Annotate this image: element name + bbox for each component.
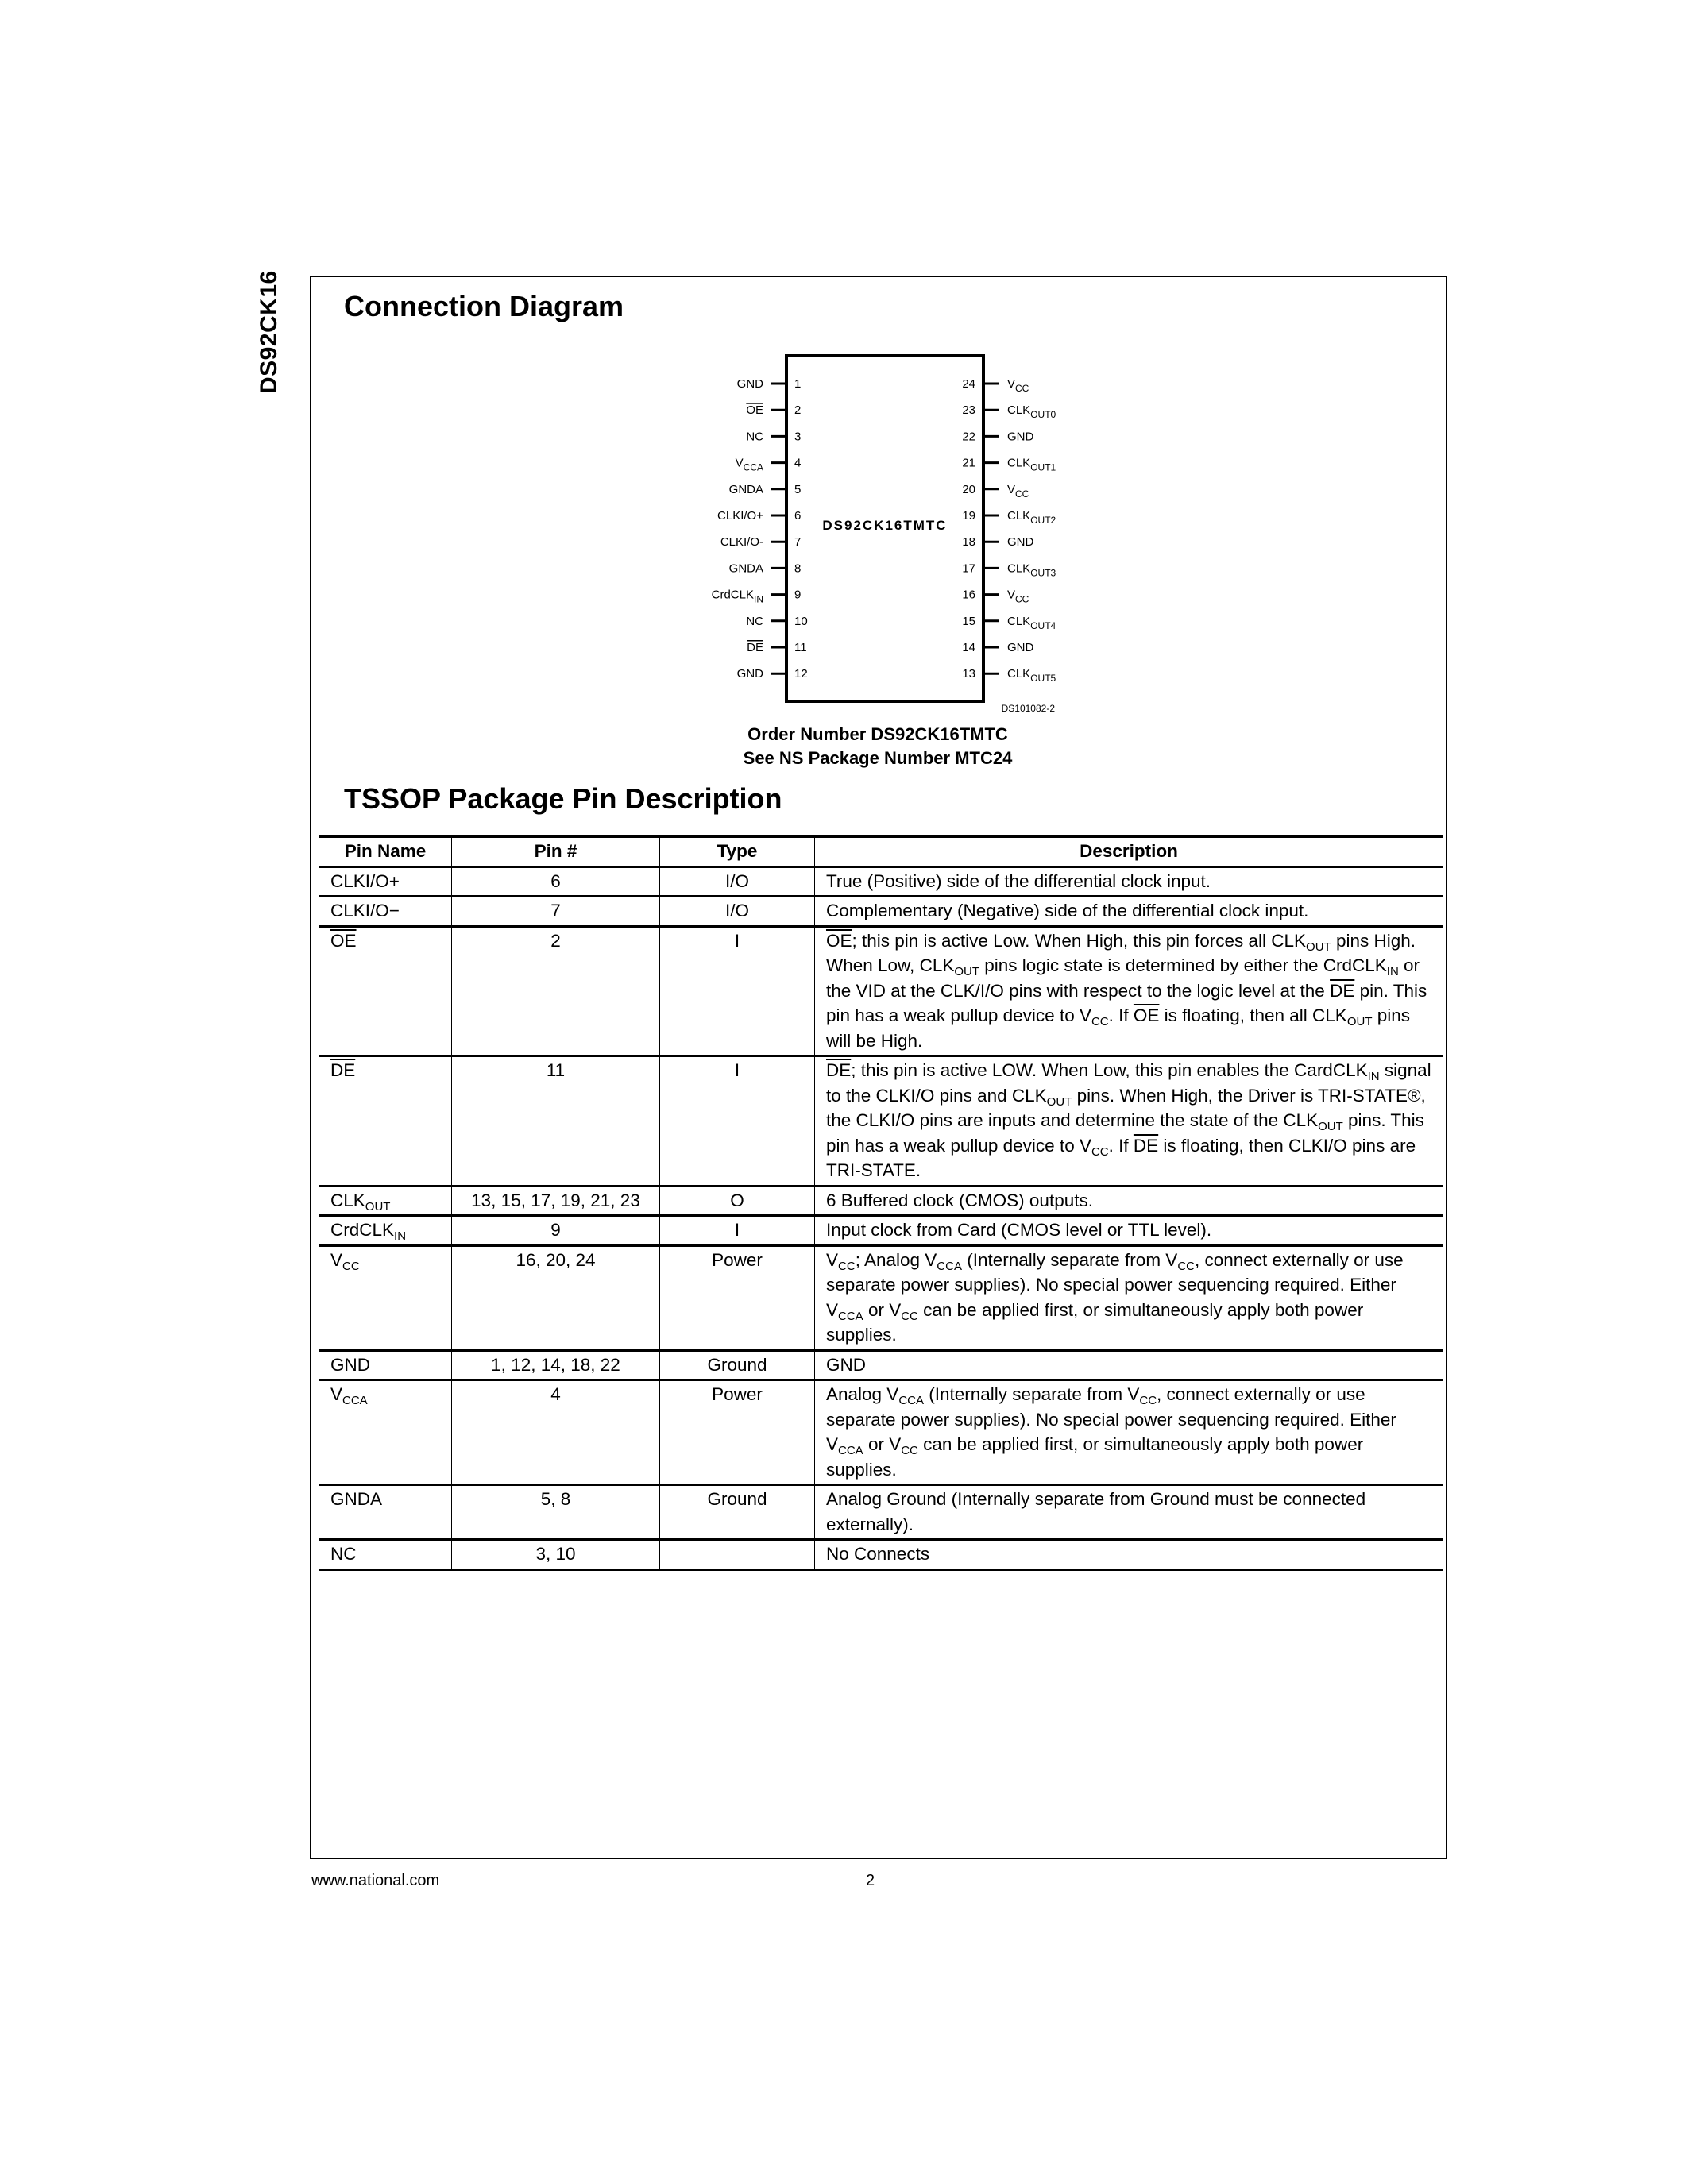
- pin-description-table: [319, 835, 1443, 1571]
- pin-number: 7: [452, 897, 660, 927]
- pin-type: O: [660, 1186, 815, 1216]
- pin-label: CLKI/O+: [717, 509, 763, 523]
- pin-type: I/O: [660, 866, 815, 897]
- pin-number: 9: [452, 1216, 660, 1246]
- pin-desc: Analog $V_{CCA}$ (Internally separate from $V_{CC}$, connect externally or use separate power supplies). No special power sequencing required. Either $V_{CCA}$ or $V_{CC}$ can be applied first, or simultaneously apply both power supplies.: [815, 1380, 1443, 1485]
- order-info: [620, 723, 1136, 770]
- pin-number-label: 17: [962, 561, 975, 576]
- pin-number: 4: [452, 1380, 660, 1485]
- pin-label: $V_{CC}$: [1007, 482, 1029, 500]
- pin-number-label: 6: [794, 509, 802, 523]
- pin-number: 11: [452, 1056, 660, 1187]
- pin-label: GNDA: [728, 561, 763, 576]
- pin-number-label: 19: [962, 509, 975, 523]
- table-row: [319, 926, 1443, 1056]
- pin-number-label: 22: [962, 430, 975, 444]
- pin-number-label: 3: [794, 430, 802, 444]
- pin-number-label: 12: [794, 667, 808, 681]
- pin-name: $CLK_{OUT}$: [319, 1186, 452, 1216]
- pin-label: $V_{CC}$: [1007, 377, 1029, 394]
- pin-number-label: 1: [794, 377, 802, 391]
- pin-label: $V_{CCA}$: [735, 456, 763, 473]
- pin-label: $CLK_{OUT5}$: [1007, 667, 1056, 685]
- pin-number: 1, 12, 14, 18, 22: [452, 1350, 660, 1380]
- pin-type: I: [660, 1056, 815, 1187]
- pin-type: I: [660, 926, 815, 1056]
- pin-type: Ground: [660, 1350, 815, 1380]
- pin-number-label: 23: [962, 403, 975, 418]
- table-row: [319, 1056, 1443, 1187]
- page-number: 2: [866, 1872, 875, 1889]
- pin-number-label: 11: [794, 641, 807, 654]
- pin-name: NC: [319, 1540, 452, 1570]
- table-row: [319, 1485, 1443, 1540]
- pin-number-label: 15: [962, 614, 975, 628]
- col-header-type: Type: [660, 837, 815, 867]
- pin-label: NC: [746, 430, 763, 444]
- pin-name: $\overline{DE}$: [319, 1056, 452, 1187]
- ic-part-label: DS92CK16TMTC: [822, 518, 948, 533]
- pin-name: GND: [319, 1350, 452, 1380]
- pin-name: GNDA: [319, 1485, 452, 1540]
- pin-label: GND: [736, 667, 763, 681]
- package-number: See NS Package Number MTC24: [743, 748, 1013, 768]
- pin-desc: 6 Buffered clock (CMOS) outputs.: [815, 1186, 1443, 1216]
- pin-label: $V_{CC}$: [1007, 588, 1029, 605]
- pin-label: GND: [1007, 430, 1034, 444]
- pin-name: $V_{CC}$: [319, 1245, 452, 1350]
- pin-label: NC: [746, 614, 763, 628]
- pin-number-label: 9: [794, 588, 802, 602]
- col-header-pin-number: Pin #: [452, 837, 660, 867]
- table-header-row: [319, 837, 1443, 867]
- col-header-pin-name: Pin Name: [319, 837, 452, 867]
- pin-desc: $\overline{OE}$; this pin is active Low. When High, this pin forces all $CLK_{OUT}$ pins High. When Low, $CLK_{OUT}$ pins logic state is determined by either the CrdCLK$_{IN}$ or the VID at the CLK/I/O pins with respect to the logic level at the $\overline{DE}$ pin. This pin has a weak pullup device to $V_{CC}$. If $\overline{OE}$ is floating, then all $CLK_{OUT}$ pins will be High.: [815, 926, 1443, 1056]
- pin-name: CLKI/O+: [319, 866, 452, 897]
- pin-number-label: 13: [962, 667, 975, 681]
- pin-number: 13, 15, 17, 19, 21, 23: [452, 1186, 660, 1216]
- pin-number: 5, 8: [452, 1485, 660, 1540]
- pin-number-label: 2: [794, 403, 802, 418]
- pin-number-label: 8: [794, 561, 802, 576]
- pin-number-label: 4: [794, 456, 802, 470]
- pin-number-label: 14: [962, 641, 975, 654]
- pin-label: $CLK_{OUT4}$: [1007, 614, 1056, 631]
- pin-number-label: 16: [962, 588, 975, 602]
- pin-label: GND: [736, 377, 763, 391]
- pin-type: I/O: [660, 897, 815, 927]
- pin-label: OE: [746, 403, 763, 418]
- connection-diagram-heading: Connection Diagram: [344, 290, 624, 322]
- pin-type: [660, 1540, 815, 1570]
- pin-label: GND: [1007, 641, 1034, 654]
- pin-name: $V_{CCA}$: [319, 1380, 452, 1485]
- pin-type: I: [660, 1216, 815, 1246]
- pin-label: $CLK_{OUT2}$: [1007, 509, 1056, 526]
- footer-url[interactable]: www.national.com: [311, 1872, 440, 1889]
- pin-number-label: 5: [794, 482, 802, 496]
- table-row: [319, 866, 1443, 897]
- pin-label: CrdCLK$_{IN}$: [711, 588, 763, 605]
- pin-desc: No Connects: [815, 1540, 1443, 1570]
- pin-label: $CLK_{OUT3}$: [1007, 561, 1056, 579]
- pin-number: 16, 20, 24: [452, 1245, 660, 1350]
- pin-number-label: 21: [962, 456, 975, 470]
- pin-number-label: 20: [962, 482, 975, 496]
- order-number: Order Number DS92CK16TMTC: [747, 724, 1008, 744]
- pin-type: Power: [660, 1245, 815, 1350]
- pin-description-heading: TSSOP Package Pin Description: [344, 782, 782, 815]
- pin-number: 3, 10: [452, 1540, 660, 1570]
- table-row: [319, 1380, 1443, 1485]
- pin-number-label: 10: [794, 614, 808, 628]
- pin-desc: GND: [815, 1350, 1443, 1380]
- pin-desc: $\overline{DE}$; this pin is active LOW. When Low, this pin enables the CardCLK$_{IN}$ signal to the CLKI/O pins and $CLK_{OUT}$ pins. When High, the Driver is TRI-STATE®, the CLKI/O pins are inputs and determine the state of the $CLK_{OUT}$ pins. This pin has a weak pullup device to $V_{CC}$. If $\overline{DE}$ is floating, then CLKI/O pins are TRI-STATE.: [815, 1056, 1443, 1187]
- pin-desc: Complementary (Negative) side of the differential clock input.: [815, 897, 1443, 927]
- pin-name: CLKI/O−: [319, 897, 452, 927]
- pin-desc: True (Positive) side of the differential clock input.: [815, 866, 1443, 897]
- table-row: [319, 1216, 1443, 1246]
- figure-id: DS101082-2: [1001, 703, 1055, 714]
- table-row: [319, 1245, 1443, 1350]
- pin-type: Power: [660, 1380, 815, 1485]
- pin-label: GND: [1007, 535, 1034, 550]
- pin-label: DE: [747, 641, 763, 654]
- pin-type: Ground: [660, 1485, 815, 1540]
- pin-label: GNDA: [728, 482, 763, 496]
- connection-diagram: [675, 346, 1072, 720]
- pin-desc: Analog Ground (Internally separate from Ground must be connected externally).: [815, 1485, 1443, 1540]
- pin-name: CrdCLK$_{IN}$: [319, 1216, 452, 1246]
- pin-number-label: 24: [962, 377, 975, 391]
- side-part-number: DS92CK16: [256, 270, 282, 394]
- table-row: [319, 1186, 1443, 1216]
- pin-name: $\overline{OE}$: [319, 926, 452, 1056]
- pin-number: 2: [452, 926, 660, 1056]
- pin-desc: Input clock from Card (CMOS level or TTL level).: [815, 1216, 1443, 1246]
- pin-number: 6: [452, 866, 660, 897]
- pin-number-label: 18: [962, 535, 975, 550]
- pin-label: $CLK_{OUT0}$: [1007, 403, 1056, 421]
- pin-label: $CLK_{OUT1}$: [1007, 456, 1056, 473]
- pin-number-label: 7: [794, 535, 802, 550]
- table-row: [319, 1540, 1443, 1570]
- col-header-description: Description: [815, 837, 1443, 867]
- table-row: [319, 1350, 1443, 1380]
- table-row: [319, 897, 1443, 927]
- pin-label: CLKI/O-: [720, 535, 763, 550]
- pin-desc: $V_{CC}$; Analog $V_{CCA}$ (Internally separate from $V_{CC}$, connect externally or use separate power supplies). No special power sequencing required. Either $V_{CCA}$ or $V_{CC}$ can be applied first, or simultaneously apply both power supplies.: [815, 1245, 1443, 1350]
